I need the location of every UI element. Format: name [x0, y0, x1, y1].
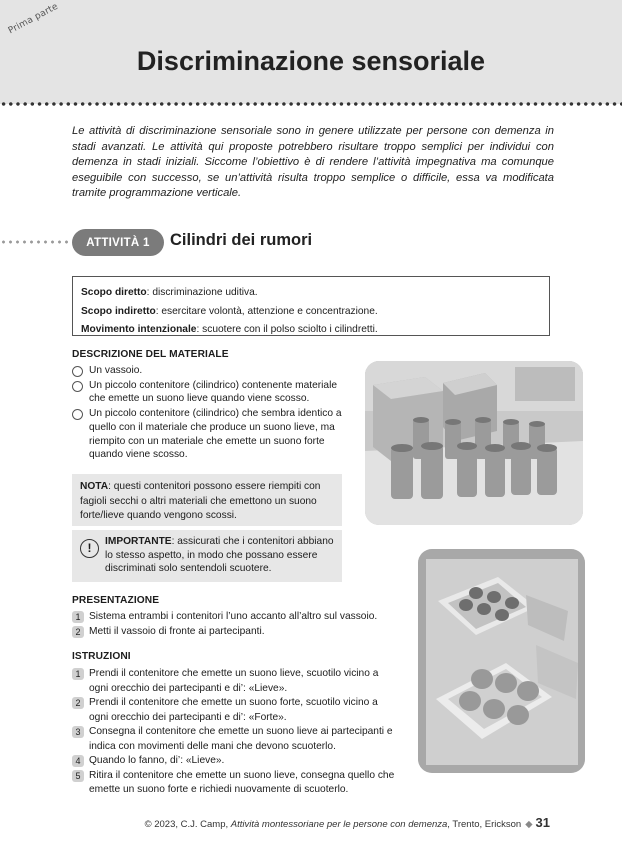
goals-box [72, 276, 550, 336]
circle-bullet-icon [72, 409, 83, 420]
list-item [72, 769, 397, 798]
cylinders-photo-graphic [365, 361, 583, 525]
circle-bullet-icon [72, 366, 83, 377]
list-item [72, 667, 397, 696]
list-item-text: Metti il vassoio di fronte ai partecipanti. [89, 625, 265, 637]
note-label: NOTA [80, 481, 109, 492]
goal-text: : discriminazione uditiva. [146, 287, 258, 298]
activity-title: Cilindri dei rumori [170, 231, 313, 249]
important-box [72, 530, 342, 582]
materials-list [72, 364, 344, 463]
list-item-text: Prendi il contenitore che emette un suono lieve, scuotilo vicino a ogni orecchio dei partecipanti e di’: «Lieve». [89, 668, 379, 694]
boxes-photo-graphic [418, 549, 585, 773]
step-number: 4 [72, 755, 84, 767]
presentation-list [72, 610, 402, 639]
list-item-text: Un piccolo contenitore (cilindrico) contenente materiale che emette un suono lieve quando viene scosso. [89, 379, 338, 405]
presentation-heading: PRESENTAZIONE [72, 595, 160, 606]
list-item [72, 754, 397, 769]
goal-label: Movimento intenzionale [81, 324, 197, 335]
note-box [72, 474, 342, 526]
goal-direct [81, 284, 541, 303]
instructions-heading: ISTRUZIONI [72, 651, 131, 662]
diamond-icon: ◆ [525, 819, 533, 830]
materials-heading: DESCRIZIONE DEL MATERIALE [72, 349, 229, 360]
important-text: : assicurati che i contenitori abbiano lo stesso aspetto, in modo che possano essere discriminati solo sentendoli scuotere. [105, 536, 334, 574]
page-header [0, 0, 622, 104]
list-item-text: Sistema entrambi i contenitori l’uno accanto all’altro sul vassoio. [89, 611, 378, 622]
step-number: 1 [72, 668, 84, 680]
footer-publisher: , Trento, Erickson [447, 819, 522, 830]
list-item [72, 625, 402, 640]
activity-dotted-leader [0, 238, 72, 246]
goal-text: : esercitare volontà, attenzione e concentrazione. [155, 305, 378, 317]
step-number: 2 [72, 697, 84, 709]
list-item [72, 725, 397, 754]
list-item-text: Un vassoio. [89, 365, 143, 376]
page-number: 31 [535, 815, 550, 830]
note-text: : questi contenitori possono essere riempiti con fagioli secchi o altri materiali che emettono un suono forte/lieve quando vengono scossi. [80, 481, 321, 521]
step-number: 2 [72, 626, 84, 638]
list-item-text: Consegna il contenitore che emette un suono lieve ai partecipanti e indica con movimenti delle mani che devono scuoterlo. [89, 726, 393, 752]
exclamation-icon: ! [80, 539, 99, 558]
step-number: 5 [72, 770, 84, 782]
list-item-text: Ritira il contenitore che emette un suono lieve, consegna quello che emette un suono forte e richiedi nuovamente di scuoterlo. [89, 769, 395, 795]
goal-label: Scopo indiretto [81, 305, 156, 317]
intro-paragraph: Le attività di discriminazione sensoriale sono in genere utilizzate per persone con demenza in stadi avanzati. Le attività qui proposte potrebbero risultare troppo semplici per individui con demenza in stadi iniziali. Siccome l’obiettivo è di rendere l’attività impegnativa ma comunque eseguibile con successo, se un’attività risulta troppo semplice o difficile, essa va modificata tramite programmazione verticale. [72, 125, 554, 200]
header-dotted-divider [0, 100, 622, 108]
goal-label: Scopo diretto [81, 287, 147, 298]
page-title: Discriminazione sensoriale [136, 46, 486, 76]
instructions-list [72, 667, 397, 798]
footer-citation: © 2023, C.J. Camp, [144, 819, 231, 830]
page-footer [145, 815, 550, 830]
list-item [72, 696, 397, 725]
list-item [72, 610, 402, 625]
important-label: IMPORTANTE [105, 536, 172, 547]
list-item-text: Prendi il contenitore che emette un suono forte, scuotilo vicino a ogni orecchio dei partecipanti e di’: «Forte». [89, 697, 378, 723]
photo-cylinder-boxes [418, 549, 585, 773]
photo-sound-cylinders [365, 361, 583, 525]
list-item [72, 407, 344, 462]
list-item [72, 379, 344, 406]
section-part-label: Prima parte [6, 1, 60, 37]
list-item-text: Quando lo fanno, di’: «Lieve». [89, 755, 225, 766]
list-item [72, 364, 344, 378]
goal-movement [81, 321, 541, 340]
step-number: 3 [72, 726, 84, 738]
activity-badge: ATTIVITÀ 1 [72, 229, 164, 256]
circle-bullet-icon [72, 381, 83, 392]
step-number: 1 [72, 611, 84, 623]
goal-text: : scuotere con il polso sciolto i cilindretti. [196, 324, 378, 335]
list-item-text: Un piccolo contenitore (cilindrico) che sembra identico a quello con il materiale che produce un suono lieve, ma riempito con un materiale che emette un suono forte quando viene scosso. [89, 408, 342, 461]
goal-indirect [81, 303, 541, 322]
footer-book-title: Attività montessoriane per le persone con demenza [230, 819, 448, 830]
